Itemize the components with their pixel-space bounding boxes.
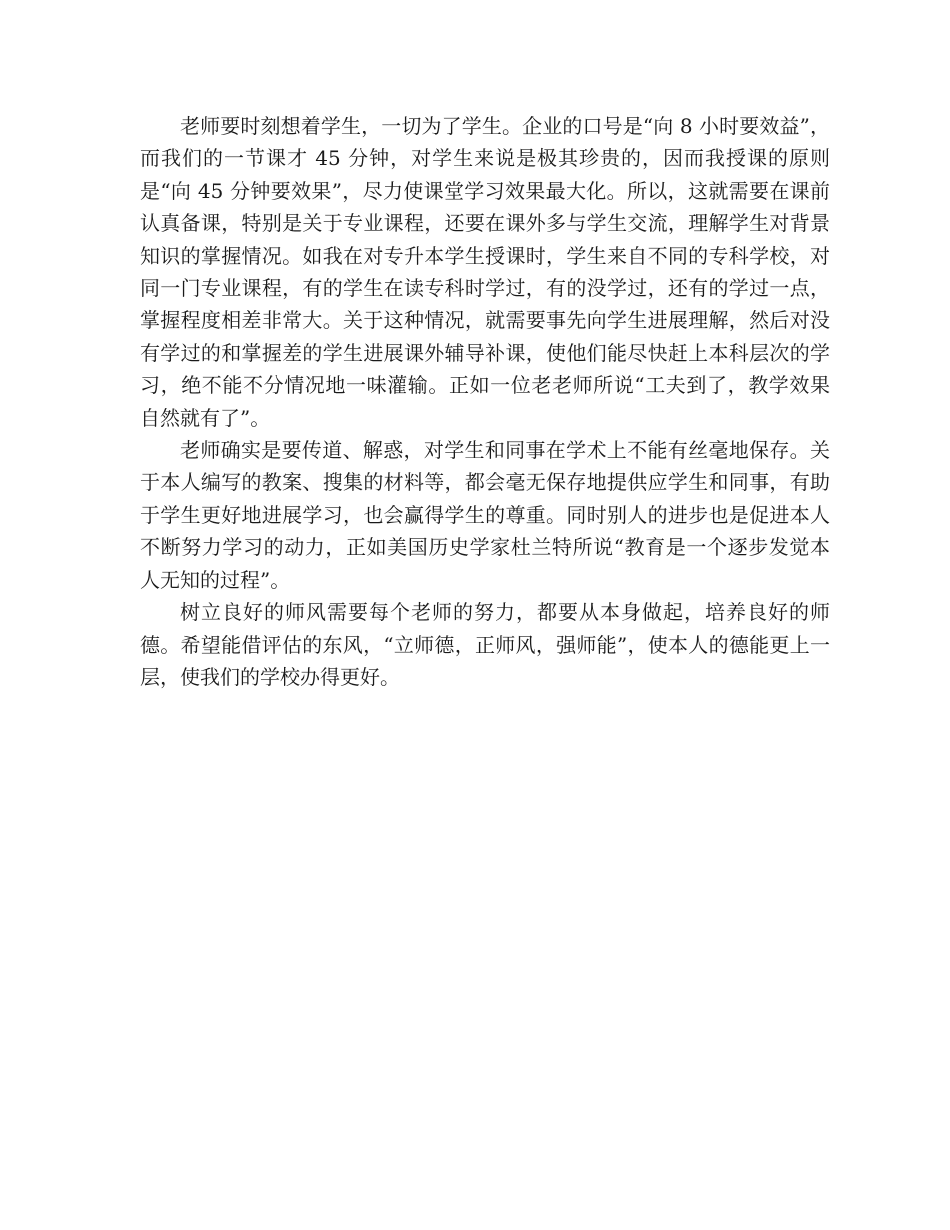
paragraph-teacher-ethics: 树立良好的师风需要每个老师的努力，都要从本身做起，培养良好的师德。希望能借评估的东风，“立师德，正师风，强师能”，使本人的德能更上一层，使我们的学校办得更好。 <box>140 600 830 689</box>
document-body <box>140 110 830 693</box>
paragraph-sharing-knowledge: 老师确实是要传道、解惑，对学生和同事在学术上不能有丝毫地保存。关于本人编写的教案、搜集的材料等，都会毫无保存地提供应学生和同事，有助于学生更好地进展学习，也会赢得学生的尊重。同时别人的进步也是促进本人不断努力学习的动力，正如美国历史学家杜兰特所说“教育是一个逐步发觉本人无知的过程”。 <box>140 438 830 592</box>
paragraph-teacher-students: 老师要时刻想着学生，一切为了学生。企业的口号是“向 8 小时要效益”，而我们的一节课才 45 分钟，对学生来说是极其珍贵的，因而我授课的原则是“向 45 分钟要效果”，尽力使课堂学习效果最大化。所以，这就需要在课前认真备课，特别是关于专业课程，还要在课外多与学生交流，理解学生对背景知识的掌握情况。如我在对专升本学生授课时，学生来自不同的专科学校，对同一门专业课程，有的学生在读专科时学过，有的没学过，还有的学过一点，掌握程度相差非常大。关于这种情况，就需要事先向学生进展理解，然后对没有学过的和掌握差的学生进展课外辅导补课，使他们能尽快赶上本科层次的学习，绝不能不分情况地一味灌输。正如一位老老师所说“工夫到了，教学效果自然就有了”。 <box>140 114 830 430</box>
